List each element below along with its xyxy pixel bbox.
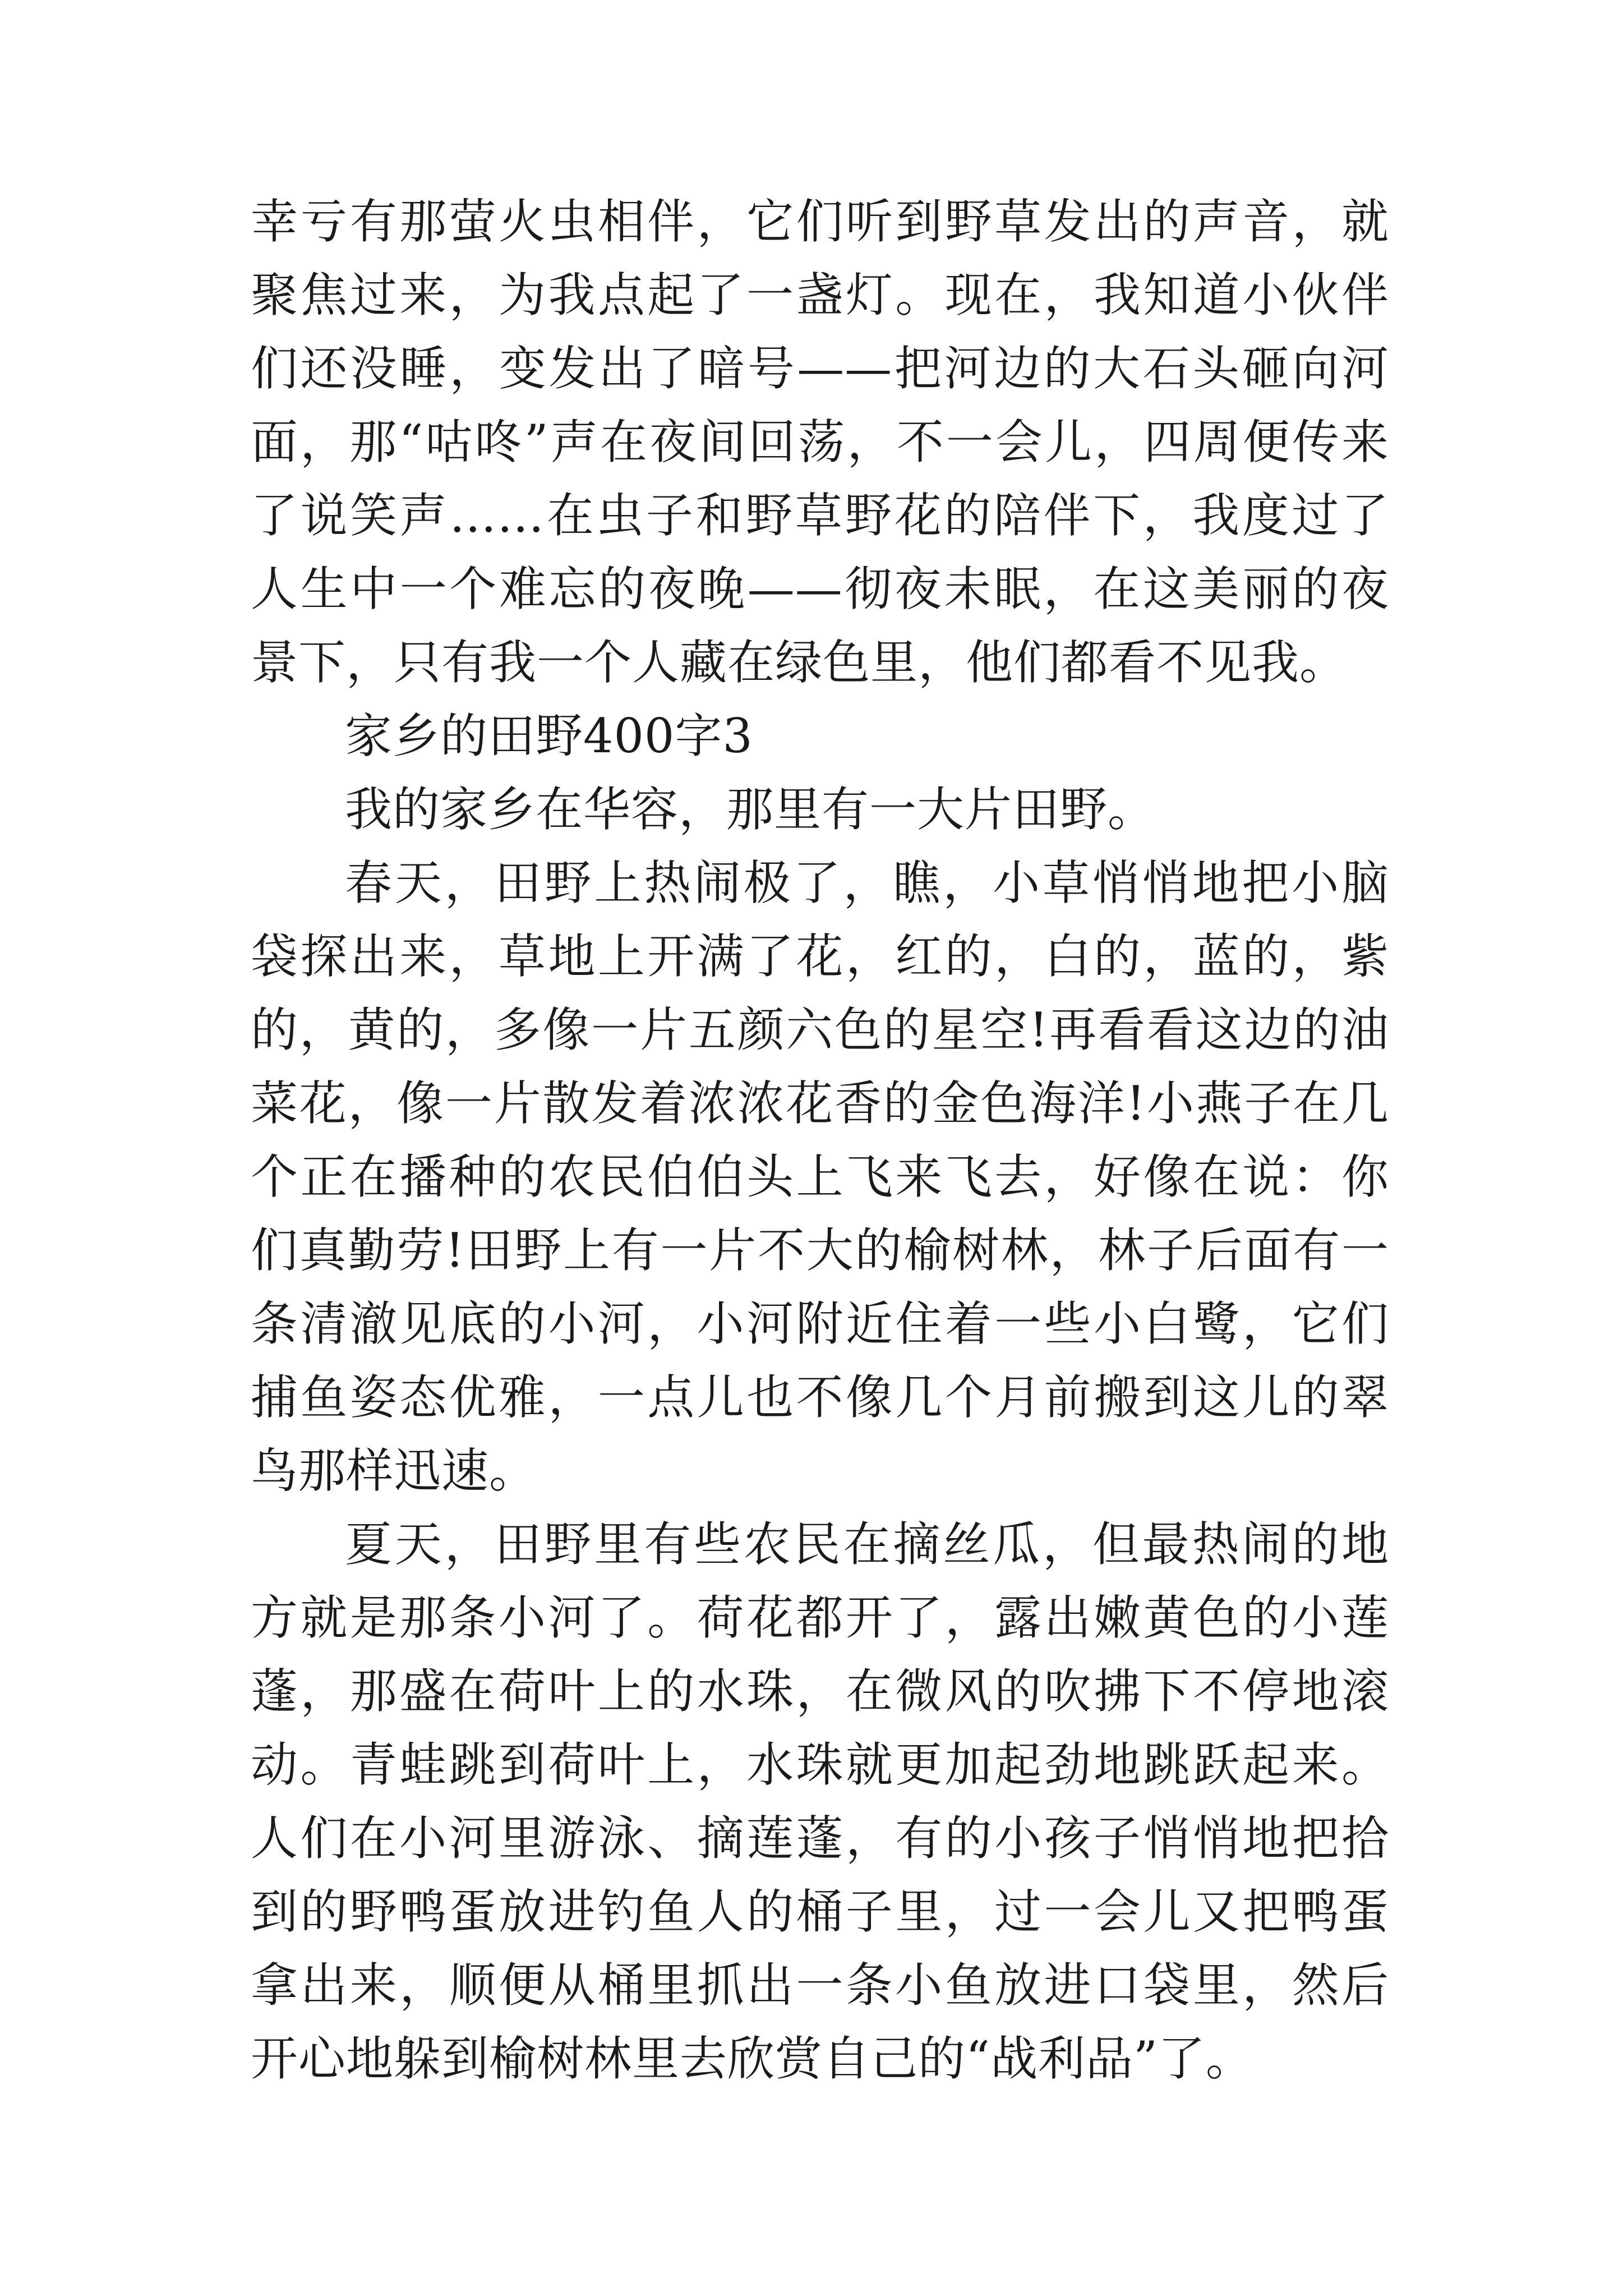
section-heading: 家乡的田野400字3 <box>345 708 753 763</box>
document-body <box>251 185 1389 2096</box>
paragraph-hometown-intro: 我的家乡在华容，那里有一大片田野。 <box>345 782 1156 837</box>
paragraph-firefly-night: 幸亏有那萤火虫相伴，它们听到野草发出的声音，就聚焦过来，为我点起了一盏灯。现在，我知道小伙伴们还没睡，变发出了暗号——把河边的大石头砸向河面，那“咕咚”声在夜间回荡，不一会儿，四周便传来了说笑声……在虫子和野草野花的陪伴下，我度过了人生中一个难忘的夜晚——彻夜未眠，在这美丽的夜景下，只有我一个人藏在绿色里，他们都看不见我。 <box>251 194 1389 690</box>
paragraph-spring: 春天，田野上热闹极了，瞧，小草悄悄地把小脑袋探出来，草地上开满了花，红的，白的，蓝的，紫的，黄的，多像一片五颜六色的星空!再看看这边的油菜花，像一片散发着浓浓花香的金色海洋!小燕子在几个正在播种的农民伯伯头上飞来飞去，好像在说：你们真勤劳!田野上有一片不大的榆树林，林子后面有一条清澈见底的小河，小河附近住着一些小白鹭，它们捕鱼姿态优雅，一点儿也不像几个月前搬到这儿的翠鸟那样迅速。 <box>251 855 1389 1498</box>
paragraph-summer: 夏天，田野里有些农民在摘丝瓜，但最热闹的地方就是那条小河了。荷花都开了，露出嫩黄色的小莲蓬，那盛在荷叶上的水珠，在微风的吹拂下不停地滚动。青蛙跳到荷叶上，水珠就更加起劲地跳跃起来。人们在小河里游泳、摘莲蓬，有的小孩子悄悄地把拾到的野鸭蛋放进钓鱼人的桶子里，过一会儿又把鸭蛋拿出来，顺便从桶里抓出一条小鱼放进口袋里，然后开心地躲到榆树林里去欣赏自己的“战利品”了。 <box>251 1517 1389 2086</box>
